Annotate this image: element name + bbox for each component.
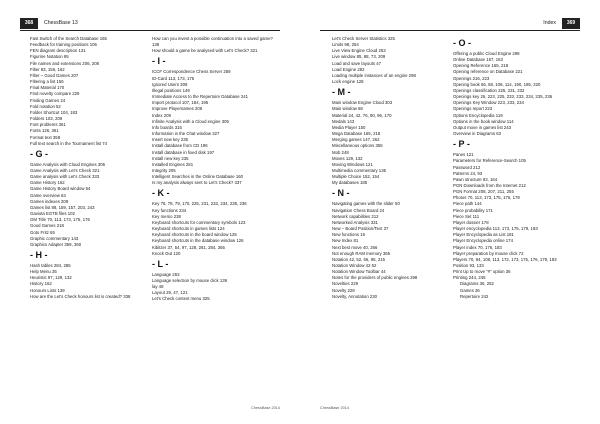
index-entry: Good Games 218 xyxy=(30,223,64,229)
right-page xyxy=(300,0,600,424)
index-entry: Help Menu 35 xyxy=(30,269,57,275)
index-entry: Insert new key 235 xyxy=(152,137,189,143)
index-entry: Print Up to move "#" option 36 xyxy=(453,269,511,275)
index-entry: Live window 85, 88, 73, 209 xyxy=(332,54,386,60)
index-entry: Novelty, Annotation 230 xyxy=(332,293,378,299)
index-entry: Honours Lists 139 xyxy=(30,287,65,293)
section-letter-heading: - H - xyxy=(30,250,48,260)
right-page-header xyxy=(320,18,580,31)
index-entry: Filter 83, 156, 162 xyxy=(30,66,65,72)
index-entry: Integrity 205 xyxy=(152,167,176,173)
index-entry: Multimedia commentary 135 xyxy=(332,167,386,173)
index-entry: PGN Downloads from the Internet 212 xyxy=(453,182,526,188)
index-entry: Media Player 150 xyxy=(332,124,366,130)
index-entry: Player preparation by mouse click 72 xyxy=(453,250,524,256)
index-entry: Install new key 235 xyxy=(152,155,189,161)
index-entry: Full text search in the Tournament list 74 xyxy=(30,140,108,146)
index-entry: Loading multiple instances of an engine 298 xyxy=(332,72,416,78)
index-subentry: Games 36 xyxy=(460,287,480,293)
index-entry: Multiple Choice 152, 154 xyxy=(332,174,380,180)
index-entry: Keyboard shortcuts in the database window 126 xyxy=(152,238,244,244)
left-page-footer: ChessBase 2014 xyxy=(251,406,280,410)
index-entry: Password 212 xyxy=(453,164,481,170)
index-entry: Keyboard shortcuts in games lists 124 xyxy=(152,226,225,232)
index-entry: Panes 121 xyxy=(453,152,474,158)
index-entry: Key 78, 78, 79, 170, 225, 231, 233, 234, 235, 236 xyxy=(152,201,247,207)
index-entry: Patterns 24, 93 xyxy=(453,170,483,176)
index-entry: Graphics Adapter 359, 360 xyxy=(30,241,82,247)
index-entry: Ignored Users 309 xyxy=(152,81,188,87)
index-entry: Finding Games 24 xyxy=(30,97,66,103)
index-entry: Infinite Analysis with a Cloud engine 305 xyxy=(152,118,229,124)
index-entry: Opening book 56, 58, 108, 114, 190, 195, 220 xyxy=(453,81,541,87)
index-entry: Fast Switch of the Search Database 165 xyxy=(30,36,107,41)
index-entry: Opening Reference 165, 218 xyxy=(453,63,509,69)
index-entry: ID-Card 113, 173, 175 xyxy=(152,75,195,81)
index-entry: Piece probability 171 xyxy=(453,207,493,213)
index-entry: Openings classification 225, 231, 232 xyxy=(453,87,525,93)
index-entry: Photos 70, 113, 173, 175, 176, 179 xyxy=(453,195,520,201)
index-entry: Next best move 40, 266 xyxy=(332,244,378,250)
index-entry: New functions 16 xyxy=(332,232,365,238)
index-entry: How should a game be analysed with Let's Check? 321 xyxy=(152,48,258,54)
index-entry: Games list 88, 159, 157, 203, 243 xyxy=(30,204,95,210)
index-entry: Fonts 126, 361 xyxy=(30,128,59,134)
index-entry: Find novelty compare 229 xyxy=(30,91,80,97)
index-entry: Information in the Chat window 327 xyxy=(152,131,220,137)
index-entry: Merging games 147, 262 xyxy=(332,137,380,143)
index-entry: Intelligent Searches in the Online Database 160 xyxy=(152,174,244,180)
left-header-title: ChessBase 13 xyxy=(44,20,78,26)
index-entry: Main window 68 xyxy=(332,106,363,112)
index-entry: Material 24, 42, 76, 90, 96, 170 xyxy=(332,112,392,118)
index-entry: Illegal positions 149 xyxy=(152,87,190,93)
index-entry: Kibitzer 37, 54, 97, 128, 281, 284, 365 xyxy=(152,244,225,250)
section-letter-heading: - L - xyxy=(152,258,169,269)
index-entry: Games indexes 209 xyxy=(30,198,69,204)
index-entry: Game Analysis with Let's Check 321 xyxy=(30,167,100,173)
right-header-title: Index xyxy=(543,20,556,26)
index-entry: Players 70, 94, 108, 113, 172, 173, 175, 176, 179, 183 xyxy=(453,256,557,262)
index-entry: Pawn structure 93, 164 xyxy=(453,176,498,182)
index-entry: Index 209 xyxy=(152,112,171,118)
index-entry: Piece Set 111 xyxy=(453,213,480,219)
index-entry: Gaviota EGTB files 102 xyxy=(30,211,75,217)
index-entry: Load and save layouts 47 xyxy=(332,60,381,66)
index-entry: GM Title 70, 113, 173, 175, 176 xyxy=(30,217,90,223)
index-entry: Game History Board window 54 xyxy=(30,186,91,192)
index-entry: Folders 103, 209 xyxy=(30,116,63,122)
index-entry: Opening reference on Database 221 xyxy=(453,69,523,75)
index-entry: Notation Window Toolbar 44 xyxy=(332,269,386,275)
left-column-2 xyxy=(152,36,278,303)
index-entry: FEN diagram description 131 xyxy=(30,48,86,54)
section-letter-heading: - I - xyxy=(152,56,166,67)
index-entry: Install database from CD 196 xyxy=(152,143,208,149)
index-entry: Let's Check Server Statistics 325 xyxy=(332,36,395,41)
index-entry: Filter – Good Games 207 xyxy=(30,72,79,78)
index-entry: ICCF Correspondence Chess Server 259 xyxy=(152,69,231,75)
index-entry: Let's Check context menu 325 xyxy=(152,296,210,302)
right-column-2 xyxy=(453,36,579,300)
index-entry: Info boards 315 xyxy=(152,124,182,130)
index-entry: Fold notation 52 xyxy=(30,103,61,109)
index-entry: Notation Window 42 52 xyxy=(332,263,377,268)
index-entry: Openings Key Window 223, 233, 234 xyxy=(453,100,524,106)
index-entry: Novelties 229 xyxy=(332,281,359,287)
index-entry: Key functions 234 xyxy=(152,207,187,213)
index-entry: Is my analysis always sent to Let's Check? 337 xyxy=(152,180,242,186)
index-entry: Hash tables 284, 285 xyxy=(30,263,71,268)
index-entry: Main window Engine Cloud 303 xyxy=(332,100,393,106)
index-entry: Notation 42, 52, 66, 95, 215 xyxy=(332,256,386,262)
index-entry: Novelty 229 xyxy=(332,287,355,293)
index-entry: Openings 216, 223 xyxy=(453,75,490,81)
index-entry: Folder Shortcut 104, 183 xyxy=(30,109,78,115)
right-column-1 xyxy=(332,36,456,300)
index-entry: Graphic commentary 143 xyxy=(30,235,79,241)
index-entry: Game overview 63 xyxy=(30,192,66,198)
index-entry: Online Database 157, 163 xyxy=(453,57,503,63)
index-entry: Filtering a list 156 xyxy=(30,79,64,85)
index-entry: Immediate Access to the Repertoire Database 241 xyxy=(152,94,249,100)
index-entry: Live View Engine Cloud 253 xyxy=(332,48,386,54)
right-page-footer: ChessBase 2014 xyxy=(320,406,349,410)
index-entry: New – Board Position/Text 37 xyxy=(332,226,389,232)
index-entry: Format text 358 xyxy=(30,134,61,140)
index-entry: Game analysis with Let's Check 333 xyxy=(30,174,100,180)
index-entry: Player Encyclopedia online 174 xyxy=(453,238,513,244)
index-entry: Options in the book window 114 xyxy=(453,118,514,124)
index-entry: Key memo 238 xyxy=(152,213,181,219)
index-entry: Game Analysis with Cloud Engines 306 xyxy=(30,161,105,167)
index-entry: File names and extensions 206, 208 xyxy=(30,60,100,66)
index-entry: Moving Windows 121 xyxy=(332,161,373,167)
index-entry: Not enough RAM memory 365 xyxy=(332,250,391,256)
index-entry: My databases 185 xyxy=(332,180,368,186)
index-entry: Player dossier 178 xyxy=(453,219,489,225)
left-page-number: 368 xyxy=(20,18,38,29)
right-page-number: 369 xyxy=(562,18,580,29)
index-entry: How can you invest a possible continuation into a saved game? 138 xyxy=(152,36,273,48)
index-entry: Improve Playernames 206 xyxy=(152,106,203,112)
index-entry: Player Encyclopedia as List 181 xyxy=(453,232,514,238)
index-entry: Mega Database 165, 218 xyxy=(332,131,381,137)
index-subentry: Diagrams 36, 252 xyxy=(460,281,494,287)
section-letter-heading: - M - xyxy=(332,87,351,98)
index-entry: Position 93, 133 xyxy=(453,263,484,268)
index-entry: Navigating games with the slider 50 xyxy=(332,201,400,207)
index-entry: Printing 244, 245 xyxy=(453,275,486,281)
index-entry: Player encyclopedia 113, 173, 175, 179, 183 xyxy=(453,226,538,232)
left-column-1 xyxy=(30,36,154,300)
index-entry: Moves 129, 132 xyxy=(332,155,363,161)
index-entry: Mob 248 xyxy=(332,149,349,155)
index-subentry: Repertoire 242 xyxy=(460,293,489,299)
index-entry: Language selection by mouse click 139 xyxy=(152,278,228,283)
index-entry: Offering a public Cloud Engine 298 xyxy=(453,51,520,56)
section-letter-heading: - G - xyxy=(30,148,48,159)
index-entry: lay 48 xyxy=(152,284,164,290)
index-entry: Heuristic 97, 129, 132 xyxy=(30,275,72,281)
index-entry: Feedback for training positions 106 xyxy=(30,42,97,48)
index-entry: Lock engine 128 xyxy=(332,79,364,85)
index-entry: History 162 xyxy=(30,281,52,287)
index-entry: Installed Engines 281 xyxy=(152,161,194,167)
section-letter-heading: - O - xyxy=(453,38,471,48)
index-entry: Font problems 361 xyxy=(30,122,66,128)
index-entry: How are the Let's Check honours list is created? 338 xyxy=(30,293,131,299)
index-entry: Load Engine 282 xyxy=(332,66,365,72)
index-entry: Layout 29, 47, 121 xyxy=(152,290,188,296)
index-entry: Network capabilities 212 xyxy=(332,213,379,219)
index-entry: Notes for the providers of public engines 298 xyxy=(332,275,418,281)
index-entry: Game History 162 xyxy=(30,180,65,186)
index-entry: PGN Format 208, 207, 211, 255 xyxy=(453,189,514,195)
index-entry: Keyboard shortcuts for commentary symbols 123 xyxy=(152,219,246,225)
index-entry: Import protocol 107, 184, 195 xyxy=(152,100,209,106)
index-entry: New Index 81 xyxy=(332,238,359,244)
section-letter-heading: - N - xyxy=(332,188,350,199)
index-entry: Medals 143 xyxy=(332,118,355,124)
index-entry: Player index 70, 176, 183 xyxy=(453,244,502,250)
index-entry: Figurine Notation 95 xyxy=(30,54,69,60)
index-entry: Openings report 223 xyxy=(453,106,493,112)
index-entry: Overview in Diagrams 63 xyxy=(453,131,501,137)
index-entry: Options Encyclopedia 119 xyxy=(453,112,503,118)
index-entry: Knock Out 120 xyxy=(152,250,181,256)
index-entry: Install database in fixed disk 197 xyxy=(152,149,215,155)
index-entry: Keyboard shortcuts in the board window 125 xyxy=(152,232,237,238)
index-entry: Openings key 26, 223, 225, 233, 233, 234, 235, 236 xyxy=(453,94,553,100)
index-entry: Navigation Chess Board 24 xyxy=(332,207,385,213)
index-entry: Limits 98, 254 xyxy=(332,42,359,48)
left-page-header xyxy=(20,18,280,31)
index-entry: Goto Fritz 65 xyxy=(30,229,55,235)
index-entry: Final Material 170 xyxy=(30,85,65,91)
index-entry: Networked Analysis 331 xyxy=(332,219,378,225)
index-entry: Output move in games list 243 xyxy=(453,124,512,130)
index-entry: Miscellaneous options 355 xyxy=(332,143,383,149)
section-letter-heading: - P - xyxy=(453,139,470,150)
index-entry: Language 253 xyxy=(152,271,180,277)
section-letter-heading: - K - xyxy=(152,188,170,199)
index-entry: Parameters for Reference-Search 105 xyxy=(453,158,526,164)
index-entry: Piece path 144 xyxy=(453,201,482,207)
